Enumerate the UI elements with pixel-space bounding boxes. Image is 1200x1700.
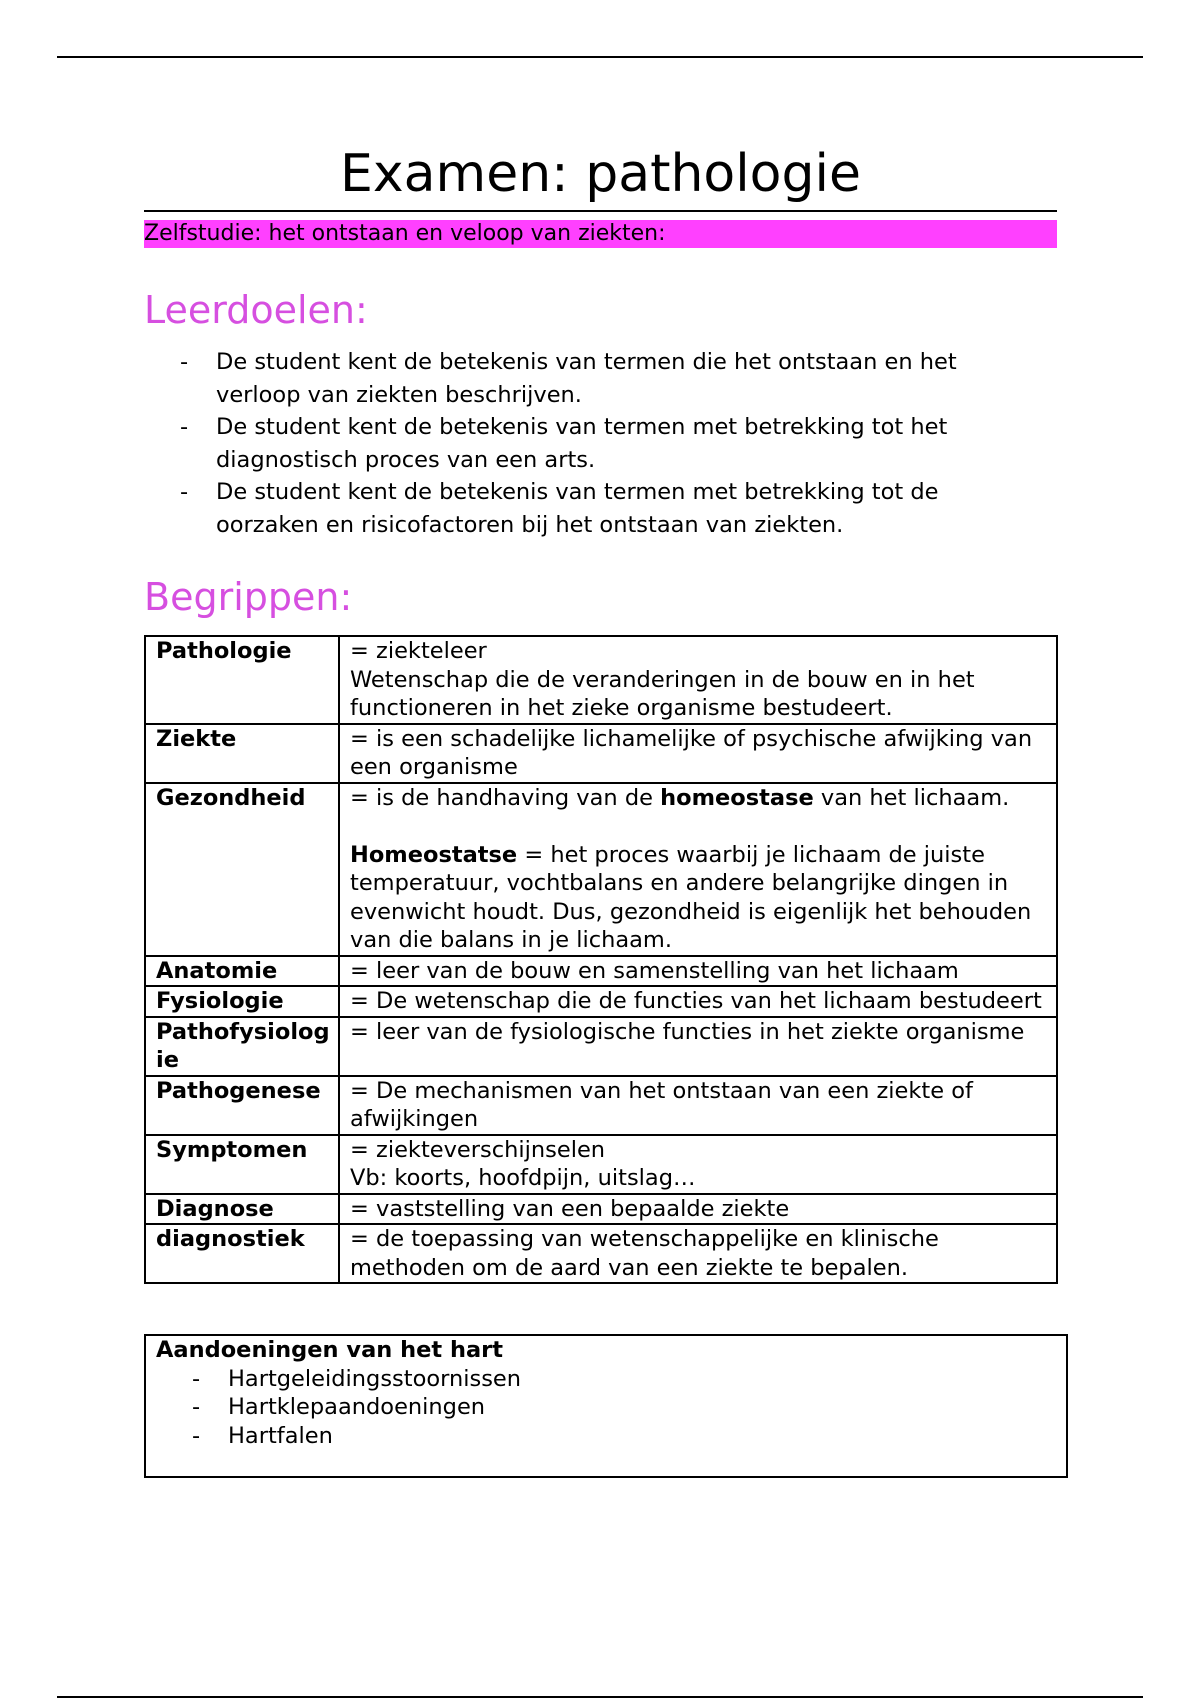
- heart-conditions-list: [156, 1365, 1066, 1451]
- bullet-dash: -: [180, 414, 189, 440]
- top-rule: [57, 56, 1143, 58]
- list-item-text: Hartklepaandoeningen: [228, 1394, 486, 1420]
- term-cell: Pathogenese: [145, 1076, 339, 1135]
- definition-bold-term: homeostase: [660, 784, 814, 811]
- table-row: [145, 956, 1057, 987]
- table-row: [145, 636, 1057, 724]
- table-row: [145, 1076, 1057, 1135]
- definition-cell: = De mechanismen van het ontstaan van een ziekte of afwijkingen: [339, 1076, 1057, 1135]
- leerdoelen-heading: Leerdoelen:: [144, 288, 368, 332]
- term-cell: Ziekte: [145, 724, 339, 783]
- list-item: [144, 411, 1036, 476]
- table-row: [145, 783, 1057, 956]
- term-cell: Fysiologie: [145, 986, 339, 1017]
- definition-cell: = de toepassing van wetenschappelijke en klinische methoden om de aard van een ziekte te bepalen.: [339, 1224, 1057, 1283]
- definition-text: = het proces waarbij je lichaam de juiste temperatuur, vochtbalans en andere belangrijke dingen in evenwicht houdt. Dus, gezondheid is eigenlijk het behouden van die balans in je lichaam.: [350, 841, 1032, 953]
- bullet-dash: -: [180, 349, 189, 375]
- definition-cell: = vaststelling van een bepaalde ziekte: [339, 1194, 1057, 1225]
- definition-line: [350, 784, 1050, 813]
- definition-cell: = leer van de bouw en samenstelling van het lichaam: [339, 956, 1057, 987]
- heart-conditions-title: Aandoeningen van het hart: [156, 1337, 504, 1363]
- definition-text: van het lichaam.: [813, 784, 1010, 811]
- definition-cell: = is een schadelijke lichamelijke of psychische afwijking van een organisme: [339, 724, 1057, 783]
- bullet-dash: -: [192, 1422, 201, 1449]
- bottom-rule: [57, 1696, 1143, 1698]
- definition-cell: [339, 1135, 1057, 1194]
- list-item: [156, 1393, 1066, 1422]
- term-cell: diagnostiek: [145, 1224, 339, 1283]
- table-row: [145, 1135, 1057, 1194]
- term-cell: Anatomie: [145, 956, 339, 987]
- begrippen-heading: Begrippen:: [144, 575, 353, 619]
- document-content: [144, 140, 1057, 1478]
- bullet-dash: -: [192, 1394, 201, 1420]
- definition-text: = is de handhaving van de: [350, 784, 661, 811]
- blank-line: [350, 812, 1050, 841]
- definition-cell: = De wetenschap die de functies van het lichaam bestudeert: [339, 986, 1057, 1017]
- subtitle-highlight: Zelfstudie: het ontstaan en veloop van ziekten:: [144, 220, 1057, 248]
- list-item: [144, 346, 1036, 411]
- list-item: [156, 1365, 1066, 1394]
- definition-line: = ziekteleer: [350, 638, 487, 664]
- definition-line: Wetenschap die de veranderingen in de bouw en in het functioneren in het zieke organisme bestudeert.: [350, 666, 975, 721]
- table-row: [145, 1194, 1057, 1225]
- leerdoelen-list: [144, 346, 1057, 541]
- table-row: [145, 724, 1057, 783]
- begrippen-table: [144, 635, 1058, 1284]
- list-item-text: Hartgeleidingsstoornissen: [228, 1365, 522, 1392]
- list-item-text: De student kent de betekenis van termen met betrekking tot het diagnostisch proces van een arts.: [216, 414, 948, 473]
- page-title: Examen: pathologie: [144, 140, 1057, 212]
- term-cell: Pathologie: [145, 636, 339, 724]
- table-row: [145, 1224, 1057, 1283]
- list-item-text: De student kent de betekenis van termen met betrekking tot de oorzaken en risicofactoren bij het ontstaan van ziekten.: [216, 479, 939, 538]
- definition-cell: [339, 636, 1057, 724]
- term-cell: Pathofysiologie: [145, 1017, 339, 1076]
- definition-bold-term: Homeostatse: [350, 841, 518, 868]
- definition-cell: = leer van de fysiologische functies in het ziekte organisme: [339, 1017, 1057, 1076]
- heart-conditions-box: [144, 1334, 1068, 1478]
- term-cell: Gezondheid: [145, 783, 339, 956]
- list-item: [144, 476, 1036, 541]
- definition-cell: [339, 783, 1057, 956]
- definition-line: Vb: koorts, hoofdpijn, uitslag…: [350, 1165, 696, 1191]
- table-row: [145, 986, 1057, 1017]
- bullet-dash: -: [192, 1365, 201, 1392]
- term-cell: Symptomen: [145, 1135, 339, 1194]
- table-row: [145, 1017, 1057, 1076]
- definition-line: [350, 841, 1050, 955]
- bullet-dash: -: [180, 479, 189, 505]
- list-item-text: Hartfalen: [228, 1422, 333, 1449]
- definition-line: = ziekteverschijnselen: [350, 1136, 606, 1163]
- list-item: [156, 1422, 1066, 1451]
- term-cell: Diagnose: [145, 1194, 339, 1225]
- list-item-text: De student kent de betekenis van termen die het ontstaan en het verloop van ziekten beschrijven.: [216, 349, 957, 408]
